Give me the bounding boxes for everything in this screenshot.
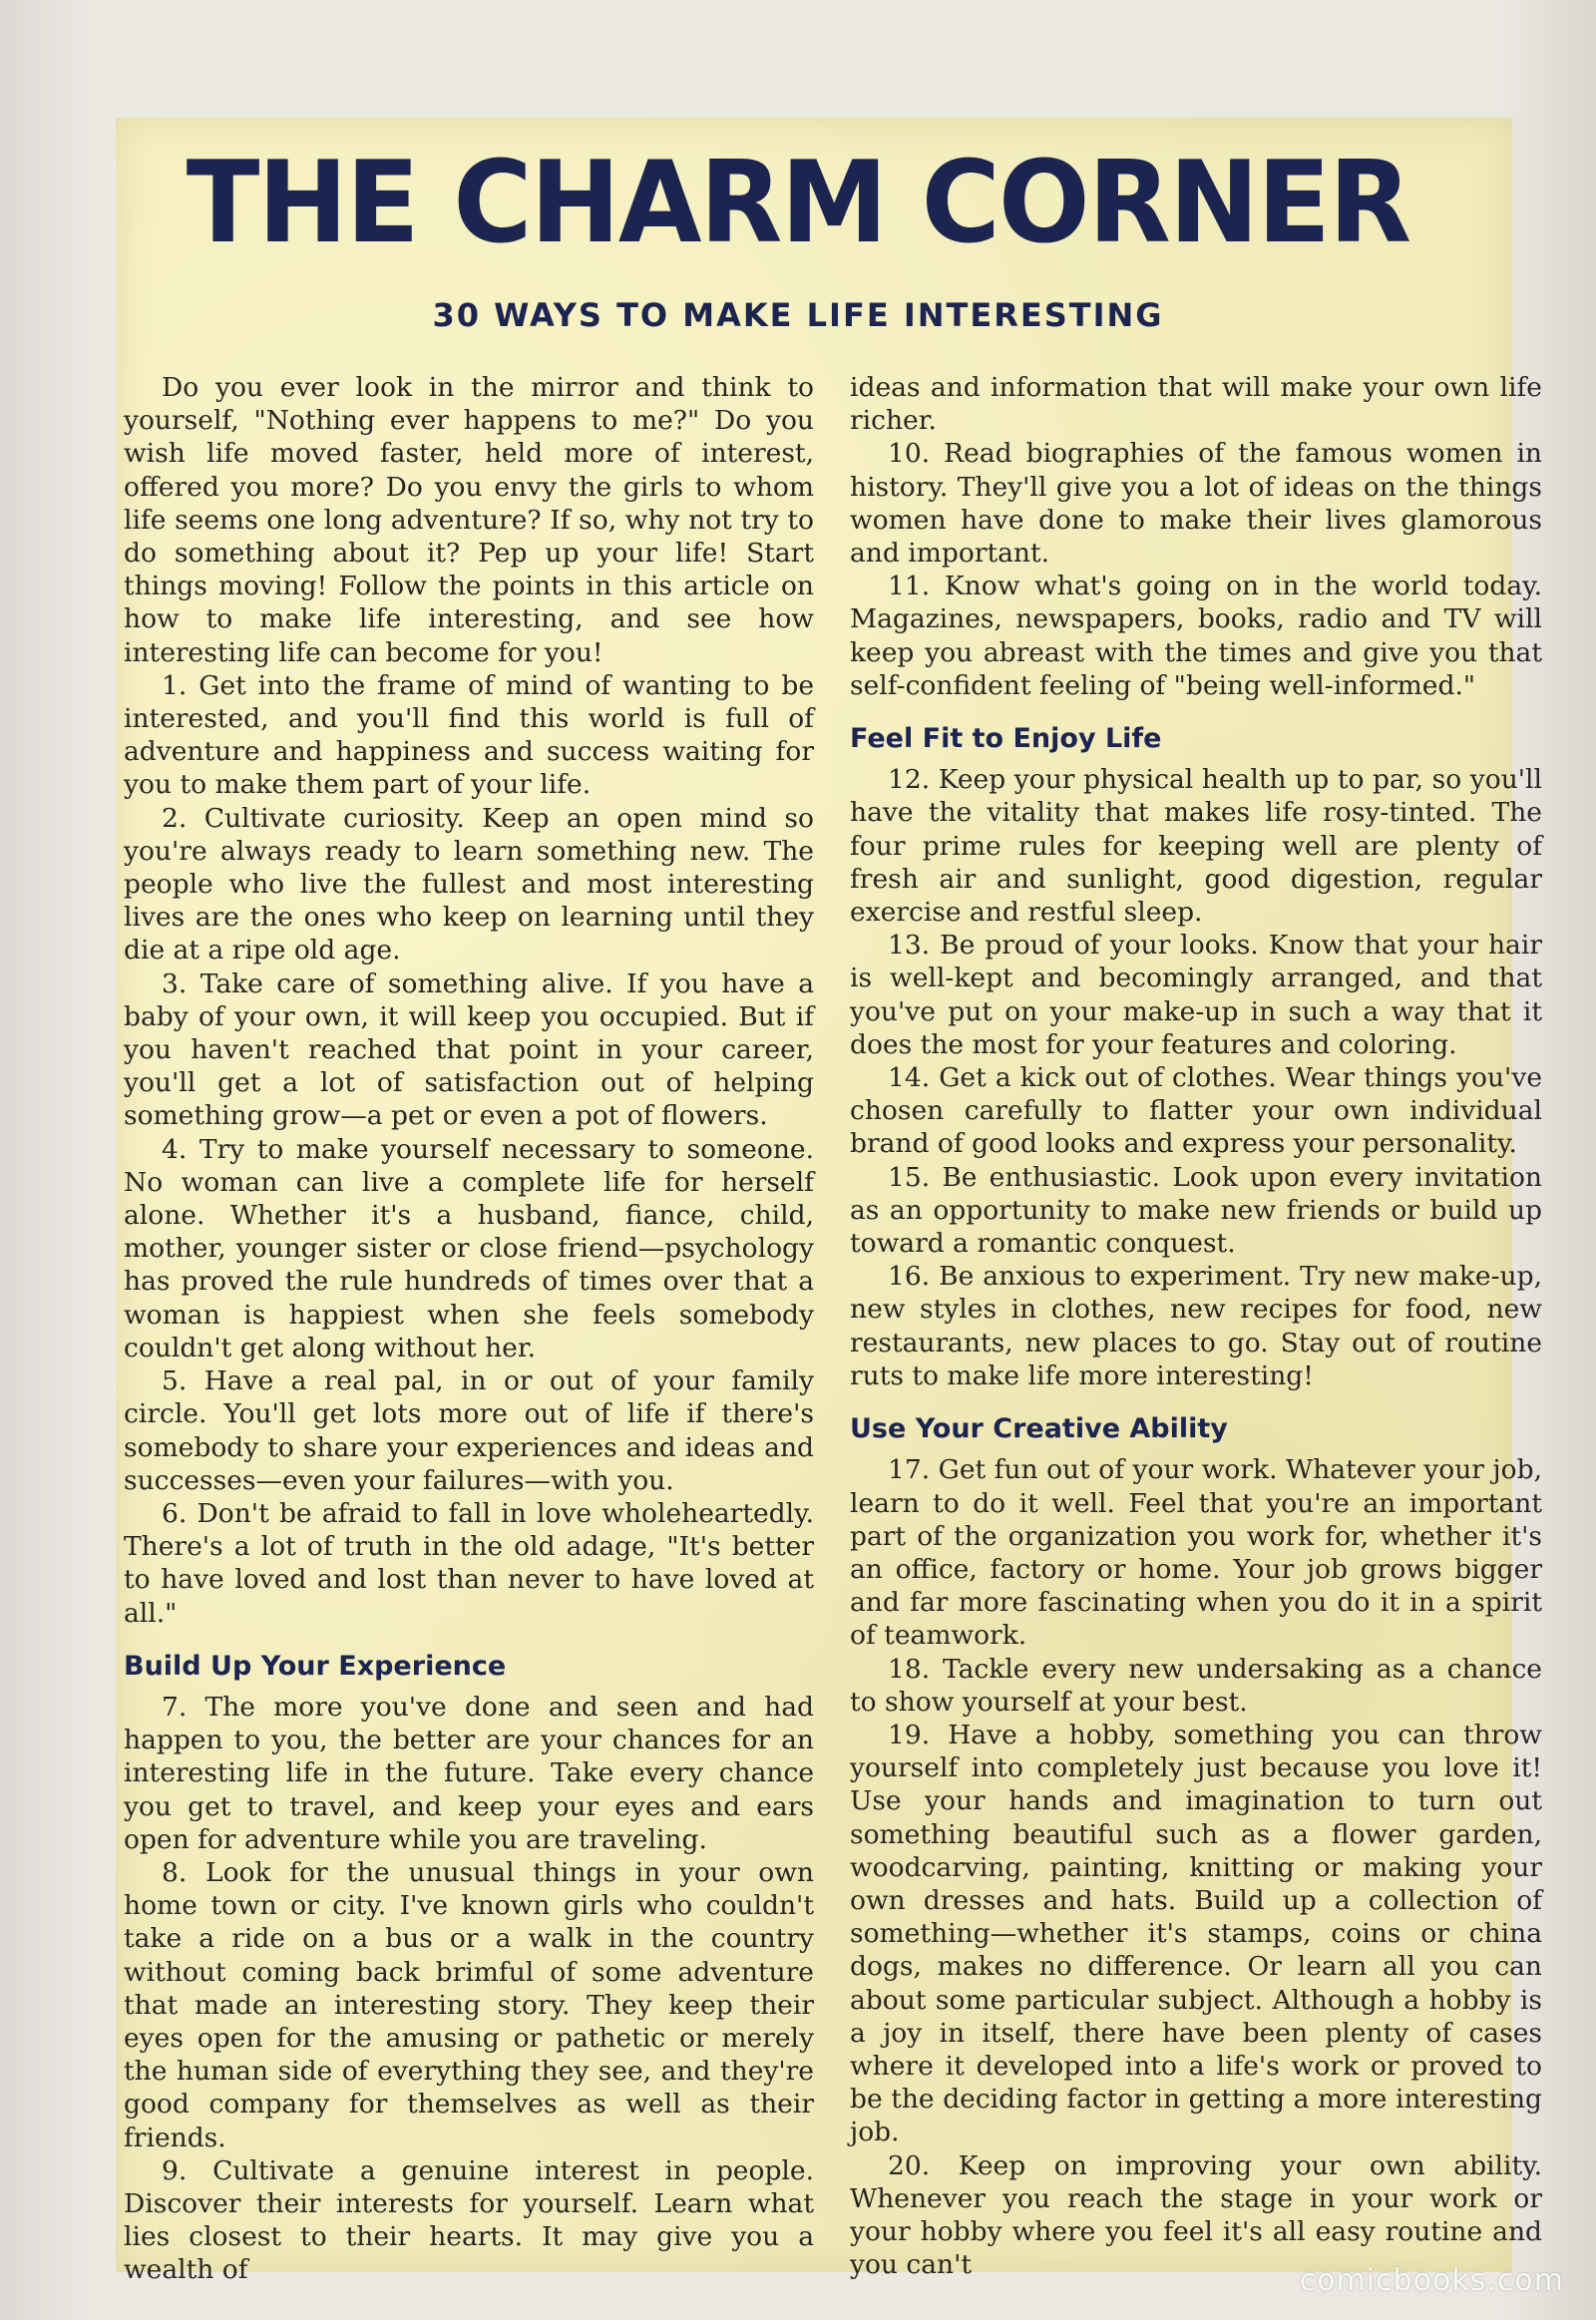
paragraph-1: 1. Get into the frame of mind of wanting to be interested, and you'll find this world is full of adventure and happiness and success waiting for you to make them part of your life.	[124, 669, 814, 801]
paragraph-10: 10. Read biographies of the famous women in history. They'll give you a lot of ideas on the things women have done to make their lives glamorous and important.	[850, 438, 1542, 570]
section-heading-experience: Build Up Your Experience	[124, 1650, 507, 1682]
article-subtitle: 30 WAYS TO MAKE LIFE INTERESTING	[432, 296, 1164, 334]
paragraph-20: 20. Keep on improving your own ability. Whenever you reach the stage in your work or your hobby where you feel it's all easy routine and you can't	[850, 2149, 1542, 2281]
paragraph-13: 13. Be proud of your looks. Know that your hair is well-kept and becomingly arranged, and that you've put on your make-up in such a way that it does the most for your features and coloring.	[850, 930, 1542, 1060]
paragraph-17: 17. Get fun out of your work. Whatever your job, learn to do it well. Feel that you're an important part of the organization you work for, whether it's an office, factory or home. Your job grows bigger and far more fascinating when you do it in a spirit of teamwork.	[850, 1454, 1542, 1652]
intro-paragraph: Do you ever look in the mirror and think to yourself, "Nothing ever happens to me?" Do you wish life moved faster, held more of interest, offered you more? Do you envy the girls to whom life seems one long adventure? If so, why not try to do something about it? Pep up your life! Start things moving! Follow the points in this article on how to make life interesting, and see how interesting life can become for you!	[124, 372, 814, 668]
paragraph-12: 12. Keep your physical health up to par, so you'll have the vitality that makes life rosy-tinted. The four prime rules for keeping well are plenty of fresh air and sunlight, good digestion, regular exercise and restful sleep.	[850, 764, 1542, 929]
paragraph-15: 15. Be enthusiastic. Look upon every invitation as an opportunity to make new friends or build up toward a romantic conquest.	[850, 1161, 1542, 1260]
paragraph-2: 2. Cultivate curiosity. Keep an open mind so you're always ready to learn something new. The people who live the fullest and most interesting lives are the ones who keep on learning until they die at a ripe old age.	[124, 802, 814, 967]
section-heading-fitness: Feel Fit to Enjoy Life	[850, 723, 1162, 755]
paragraph-16: 16. Be anxious to experiment. Try new make-up, new styles in clothes, new recipes for food, new restaurants, new places to go. Stay out of routine ruts to make life more interesting!	[850, 1261, 1542, 1391]
paragraph-5: 5. Have a real pal, in or out of your family circle. You'll get lots more out of life if there's somebody to share your experiences and ideas and successes—even your failures—with you.	[124, 1365, 814, 1496]
paragraph-6: 6. Don't be afraid to fall in love wholeheartedly. There's a lot of truth in the old adage, "It's better to have loved and lost than never to have loved at all."	[124, 1497, 814, 1629]
paragraph-7: 7. The more you've done and seen and had happen to you, the better are your chances for an interesting life in the future. Take every chance you get to travel, and keep your eyes and ears open for adventure while you are traveling.	[124, 1691, 814, 1855]
paragraph-4: 4. Try to make yourself necessary to someone. No woman can live a complete life for herself alone. Whether it's a husband, fiance, child, mother, younger sister or close friend—psychology has proved the rule hundreds of times over that a woman is happiest when she feels somebody couldn't get along without her.	[124, 1133, 814, 1363]
paragraph-8: 8. Look for the unusual things in your own home town or city. I've known girls who couldn't take a ride on a bus or a walk in the country without coming back brimful of some adventure that made an interesting story. They keep their eyes open for the amusing or pathetic or merely the human side of everything they see, and they're good company for themselves as well as their friends.	[124, 1856, 814, 2153]
paragraph-9: 9. Cultivate a genuine interest in people. Discover their interests for yourself. Learn what lies closest to their hearts. It may give you a wealth of	[124, 2154, 814, 2286]
paragraph-14: 14. Get a kick out of clothes. Wear things you've chosen carefully to flatter your own individual brand of good looks and express your personality.	[850, 1062, 1542, 1160]
paragraph-19: 19. Have a hobby, something you can throw yourself into completely just because you love it! Use your hands and imagination to turn out something beautiful such as a flower garden, woodcarving, painting, knitting or making your own dresses and hats. Build up a collection of something—whether it's stamps, coins or china dogs, makes no difference. Or learn all you can about some particular subject. Although a hobby is a joy in itself, there have been plenty of cases where it developed into a life's work or proved to be the deciding factor in getting a more interesting job.	[850, 1719, 1542, 2148]
paragraph-11: 11. Know what's going on in the world today. Magazines, newspapers, books, radio and TV will keep you abreast with the times and give you that self-confident feeling of "being well-informed."	[850, 571, 1542, 701]
paragraph-3: 3. Take care of something alive. If you have a baby of your own, it will keep you occupied. But if you haven't reached that point in your career, you'll get a lot of satisfaction out of helping something grow—a pet or even a pot of flowers.	[124, 967, 814, 1132]
watermark: comicbooks.com	[1299, 2263, 1564, 2298]
left-column	[124, 371, 814, 2287]
page-title: THE CHARM CORNER	[186, 137, 1410, 269]
paragraph-9-continued: ideas and information that will make your own life richer.	[850, 372, 1542, 437]
section-heading-creative: Use Your Creative Ability	[850, 1413, 1228, 1445]
paragraph-18: 18. Tackle every new undersaking as a chance to show yourself at your best.	[850, 1653, 1542, 1718]
right-column	[850, 371, 1542, 2281]
